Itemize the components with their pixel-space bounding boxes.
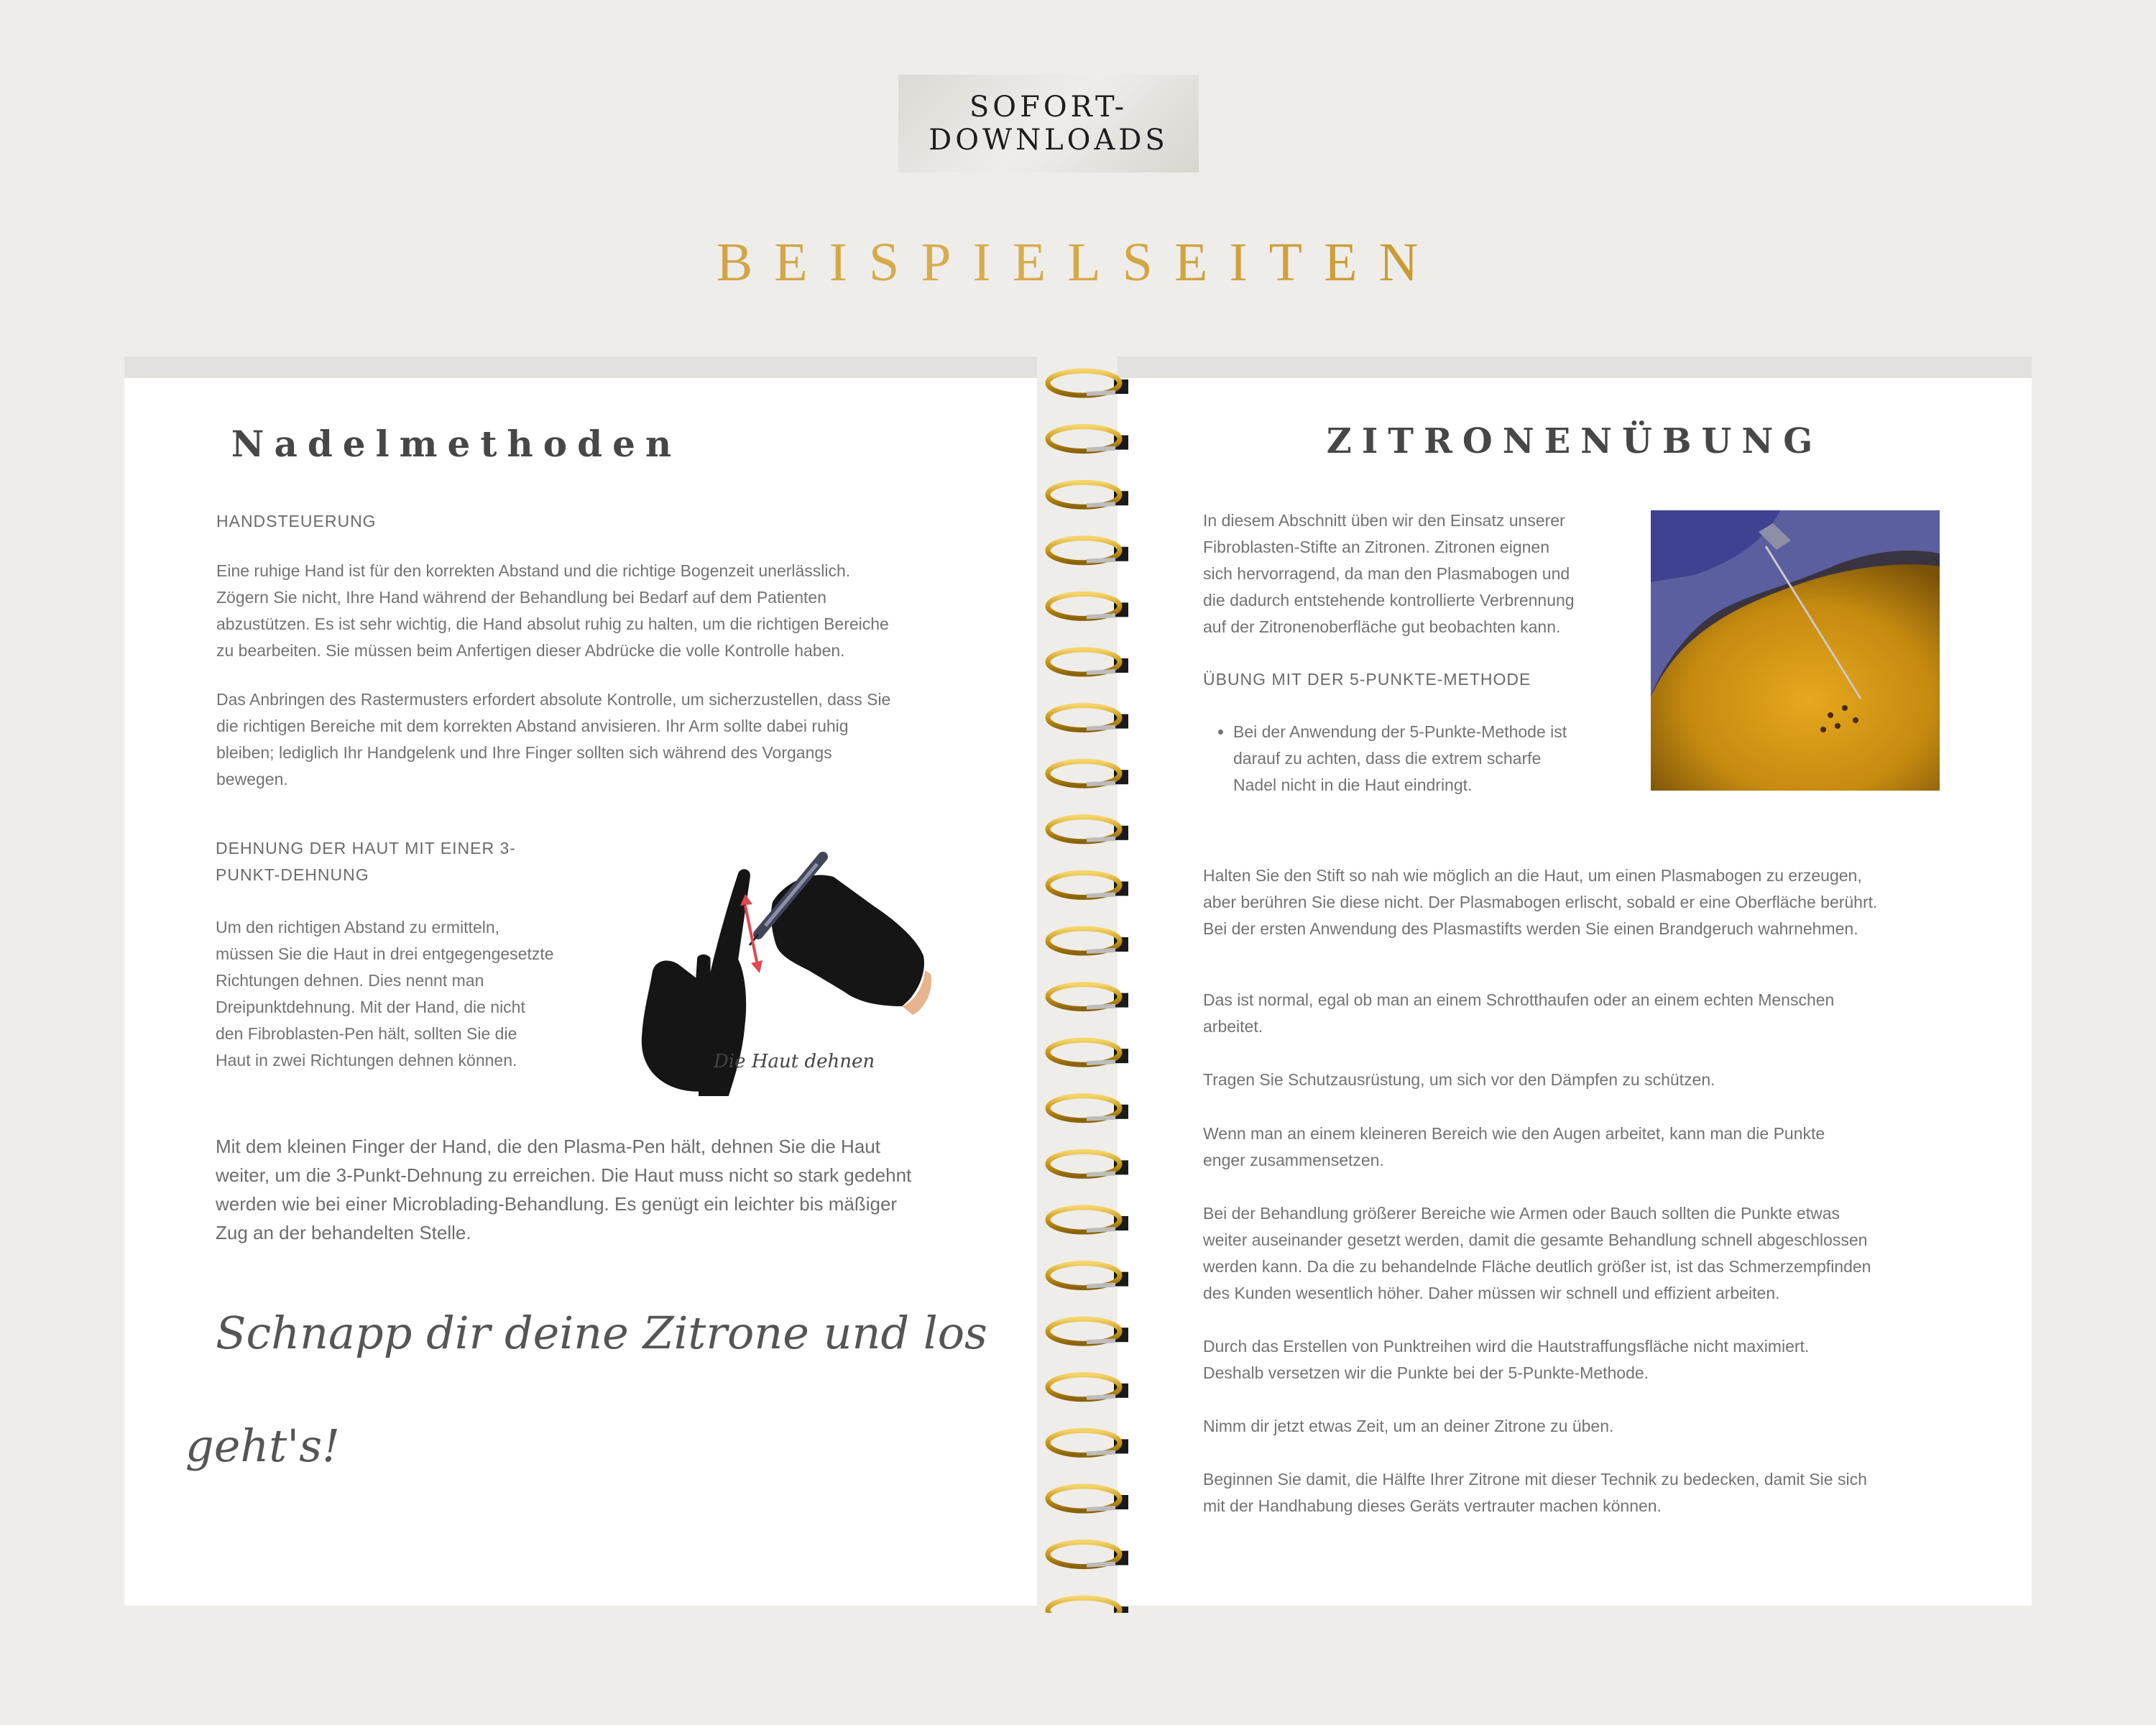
- spiral-ring: [1048, 482, 1128, 507]
- paragraph-plasmabogen: [1203, 862, 1877, 942]
- text-line: Wenn man an einem kleineren Bereich wie den Augen arbeitet, kann man die Punkte: [1203, 1124, 1825, 1143]
- text-line: • Bei der Anwendung der 5-Punkte-Methode ist: [1233, 722, 1567, 741]
- spiral-ring: [1048, 1151, 1128, 1176]
- spiral-ring: [1048, 761, 1128, 786]
- text-line: Zug an der behandelten Stelle.: [216, 1222, 471, 1243]
- script-line-1: Schnapp dir deine Zitrone und los: [216, 1307, 987, 1359]
- right-page-band: [1118, 356, 2032, 378]
- text-line: Dreipunktdehnung. Mit der Hand, die nicht: [216, 998, 525, 1016]
- text-line: Fibroblasten-Stifte an Zitronen. Zitronen eignen: [1203, 538, 1549, 556]
- handsteuerung-paragraph-1: [216, 558, 889, 664]
- text-line: die richtigen Bereiche mit dem korrekten Abstand anvisieren. Ihr Arm sollte dabei ruhig: [216, 717, 849, 735]
- right-page-title: ZITRONENÜBUNG: [1326, 421, 1823, 461]
- handsteuerung-paragraph-2: [216, 686, 890, 793]
- lemon-needle-photo: [1651, 510, 1940, 791]
- text-line: müssen Sie die Haut in drei entgegengesetzte: [216, 944, 554, 963]
- spiral-ring: [1048, 1598, 1128, 1613]
- spiral-ring: [1048, 1264, 1128, 1288]
- paragraph-schutzausruestung: Tragen Sie Schutzausrüstung, um sich vor den Dämpfen zu schützen.: [1203, 1070, 1715, 1089]
- heading-line: DEHNUNG DER HAUT MIT EINER 3-: [216, 839, 516, 857]
- text-line: Deshalb versetzen wir die Punkte bei der 5-Punkte-Methode.: [1203, 1363, 1649, 1382]
- text-line: Beginnen Sie damit, die Hälfte Ihrer Zitrone mit dieser Technik zu bedecken, damit Sie sich: [1203, 1470, 1867, 1489]
- spiral-binding-rings-icon: [1044, 355, 1130, 1613]
- gloved-hands-stretching-skin-icon: [629, 848, 945, 1096]
- paragraph-augen: [1203, 1121, 1825, 1174]
- text-line: sich hervorragend, da man den Plasmabogen und: [1203, 564, 1570, 583]
- spiral-ring: [1048, 427, 1128, 451]
- exercise-bullet-list: [1203, 719, 1567, 799]
- text-line: auf der Zitronenoberfläche gut beobachten kann.: [1203, 617, 1561, 636]
- spiral-ring: [1048, 1542, 1128, 1567]
- text-line: Nadel nicht in die Haut eindringt.: [1233, 776, 1473, 794]
- left-page-band: [124, 356, 1037, 378]
- text-line: werden kann. Da die zu behandelnde Fläche deutlich größer ist, ist das Schmerzempfinden: [1203, 1257, 1871, 1276]
- text-line: Das ist normal, egal ob man an einem Schrotthaufen oder an einem echten Menschen: [1203, 990, 1835, 1009]
- spiral-ring: [1048, 929, 1128, 953]
- text-line: Zögern Sie nicht, Ihre Hand während der Behandlung bei Bedarf auf dem Patienten: [216, 588, 827, 607]
- spiral-ring: [1048, 1096, 1128, 1121]
- dehnung-summary-paragraph: [216, 1132, 911, 1247]
- text-line: mit der Handhabung dieses Geräts vertrauter machen können.: [1203, 1496, 1662, 1515]
- exercise-heading: ÜBUNG MIT DER 5-PUNKTE-METHODE: [1203, 670, 1531, 689]
- text-line: darauf zu achten, dass die extrem scharfe: [1233, 749, 1542, 768]
- spiral-ring: [1048, 1319, 1128, 1343]
- text-line: Bei der Behandlung größerer Bereiche wie Armen oder Bauch sollten die Punkte etwas: [1203, 1204, 1841, 1223]
- text-line: arbeitet.: [1203, 1017, 1263, 1036]
- sofort-downloads-badge: [898, 75, 1199, 172]
- spiral-ring: [1048, 817, 1128, 842]
- text-line: Richtungen dehnen. Dies nennt man: [216, 971, 484, 990]
- text-line: weiter auseinander gesetzt werden, damit die gesamte Behandlung schnell abgeschlossen: [1203, 1230, 1868, 1249]
- paragraph-normal: [1203, 987, 1834, 1040]
- script-line-2: geht's!: [185, 1420, 341, 1472]
- text-line: aber berühren Sie diese nicht. Der Plasmabogen erlischt, sobald er eine Oberfläche berührt.: [1203, 893, 1878, 911]
- text-line: In diesem Abschnitt üben wir den Einsatz unserer: [1203, 511, 1565, 530]
- spiral-ring: [1048, 650, 1128, 674]
- text-line: den Fibroblasten-Pen hält, sollten Sie die: [216, 1024, 517, 1043]
- text-line: werden wie bei einer Microblading-Behandlung. Es genügt ein leichter bis mäßiger: [216, 1193, 898, 1215]
- handsteuerung-heading: HANDSTEUERUNG: [216, 512, 377, 530]
- text-line: Halten Sie den Stift so nah wie möglich an die Haut, um einen Plasmabogen zu erzeugen,: [1203, 866, 1862, 885]
- text-line: bleiben; lediglich Ihr Handgelenk und Ihre Finger sollten sich während des Vorgangs: [216, 743, 832, 762]
- text-line: des Kunden wesentlich höher. Daher müssen wir schnell und effizient arbeiten.: [1203, 1284, 1780, 1302]
- text-line: Um den richtigen Abstand zu ermitteln,: [216, 918, 500, 937]
- spiral-ring: [1048, 371, 1128, 395]
- text-line: bewegen.: [216, 770, 288, 788]
- text-line: weiter, um die 3-Punkt-Dehnung zu erreichen. Die Haut muss nicht so stark gedehnt: [216, 1164, 912, 1186]
- spiral-ring: [1048, 706, 1128, 730]
- list-item: [1233, 719, 1567, 799]
- paragraph-punktreihen: [1203, 1333, 1809, 1386]
- spiral-ring: [1048, 538, 1128, 563]
- left-page-title: Nadelmethoden: [231, 423, 682, 465]
- spiral-ring: [1048, 1486, 1128, 1511]
- spiral-ring: [1048, 1208, 1128, 1232]
- text-line: Eine ruhige Hand ist für den korrekten Abstand und die richtige Bogenzeit unerlässlich.: [216, 561, 851, 580]
- headline: BEISPIELSEITEN: [0, 231, 2156, 294]
- text-line: Mit dem kleinen Finger der Hand, die den Plasma-Pen hält, dehnen Sie die Haut: [216, 1136, 880, 1157]
- text-line: abzustützen. Es ist sehr wichtig, die Hand absolut ruhig zu halten, um die richtigen Bereiche: [216, 615, 889, 633]
- spiral-ring: [1048, 985, 1128, 1009]
- text-line: zu bearbeiten. Sie müssen beim Anfertigen dieser Abdrücke die volle Kontrolle haben.: [216, 641, 845, 660]
- zitronen-intro-paragraph: [1203, 507, 1575, 640]
- text-line: Haut in zwei Richtungen dehnen können.: [216, 1051, 517, 1070]
- paragraph-zitrone-ueben: Nimm dir jetzt etwas Zeit, um an deiner Zitrone zu üben.: [1203, 1417, 1614, 1435]
- text-line: Bei der ersten Anwendung des Plasmastifts werden Sie einen Brandgeruch wahrnehmen.: [1203, 919, 1858, 938]
- dehnung-paragraph: [216, 914, 554, 1074]
- text-line: enger zusammensetzen.: [1203, 1151, 1384, 1169]
- text-line: Das Anbringen des Rastermusters erfordert absolute Kontrolle, um sicherzustellen, dass Sie: [216, 690, 891, 709]
- text-line: die dadurch entstehende kontrollierte Verbrennung: [1203, 591, 1575, 610]
- badge-line-2: DOWNLOADS: [929, 124, 1169, 157]
- heading-line: PUNKT-DEHNUNG: [216, 865, 369, 884]
- spiral-ring: [1048, 594, 1128, 618]
- spiral-ring: [1048, 1430, 1128, 1455]
- illustration-caption: Die Haut dehnen: [714, 1051, 875, 1072]
- paragraph-groessere-bereiche: [1203, 1200, 1871, 1307]
- dehnung-heading: [216, 835, 516, 888]
- badge-line-1: SOFORT-: [969, 91, 1128, 124]
- spiral-ring: [1048, 1375, 1128, 1399]
- spiral-ring: [1048, 1040, 1128, 1064]
- text-line: Durch das Erstellen von Punktreihen wird die Hautstraffungsfläche nicht maximiert.: [1203, 1337, 1810, 1356]
- paragraph-beginnen: [1203, 1466, 1867, 1519]
- spiral-ring: [1048, 873, 1128, 897]
